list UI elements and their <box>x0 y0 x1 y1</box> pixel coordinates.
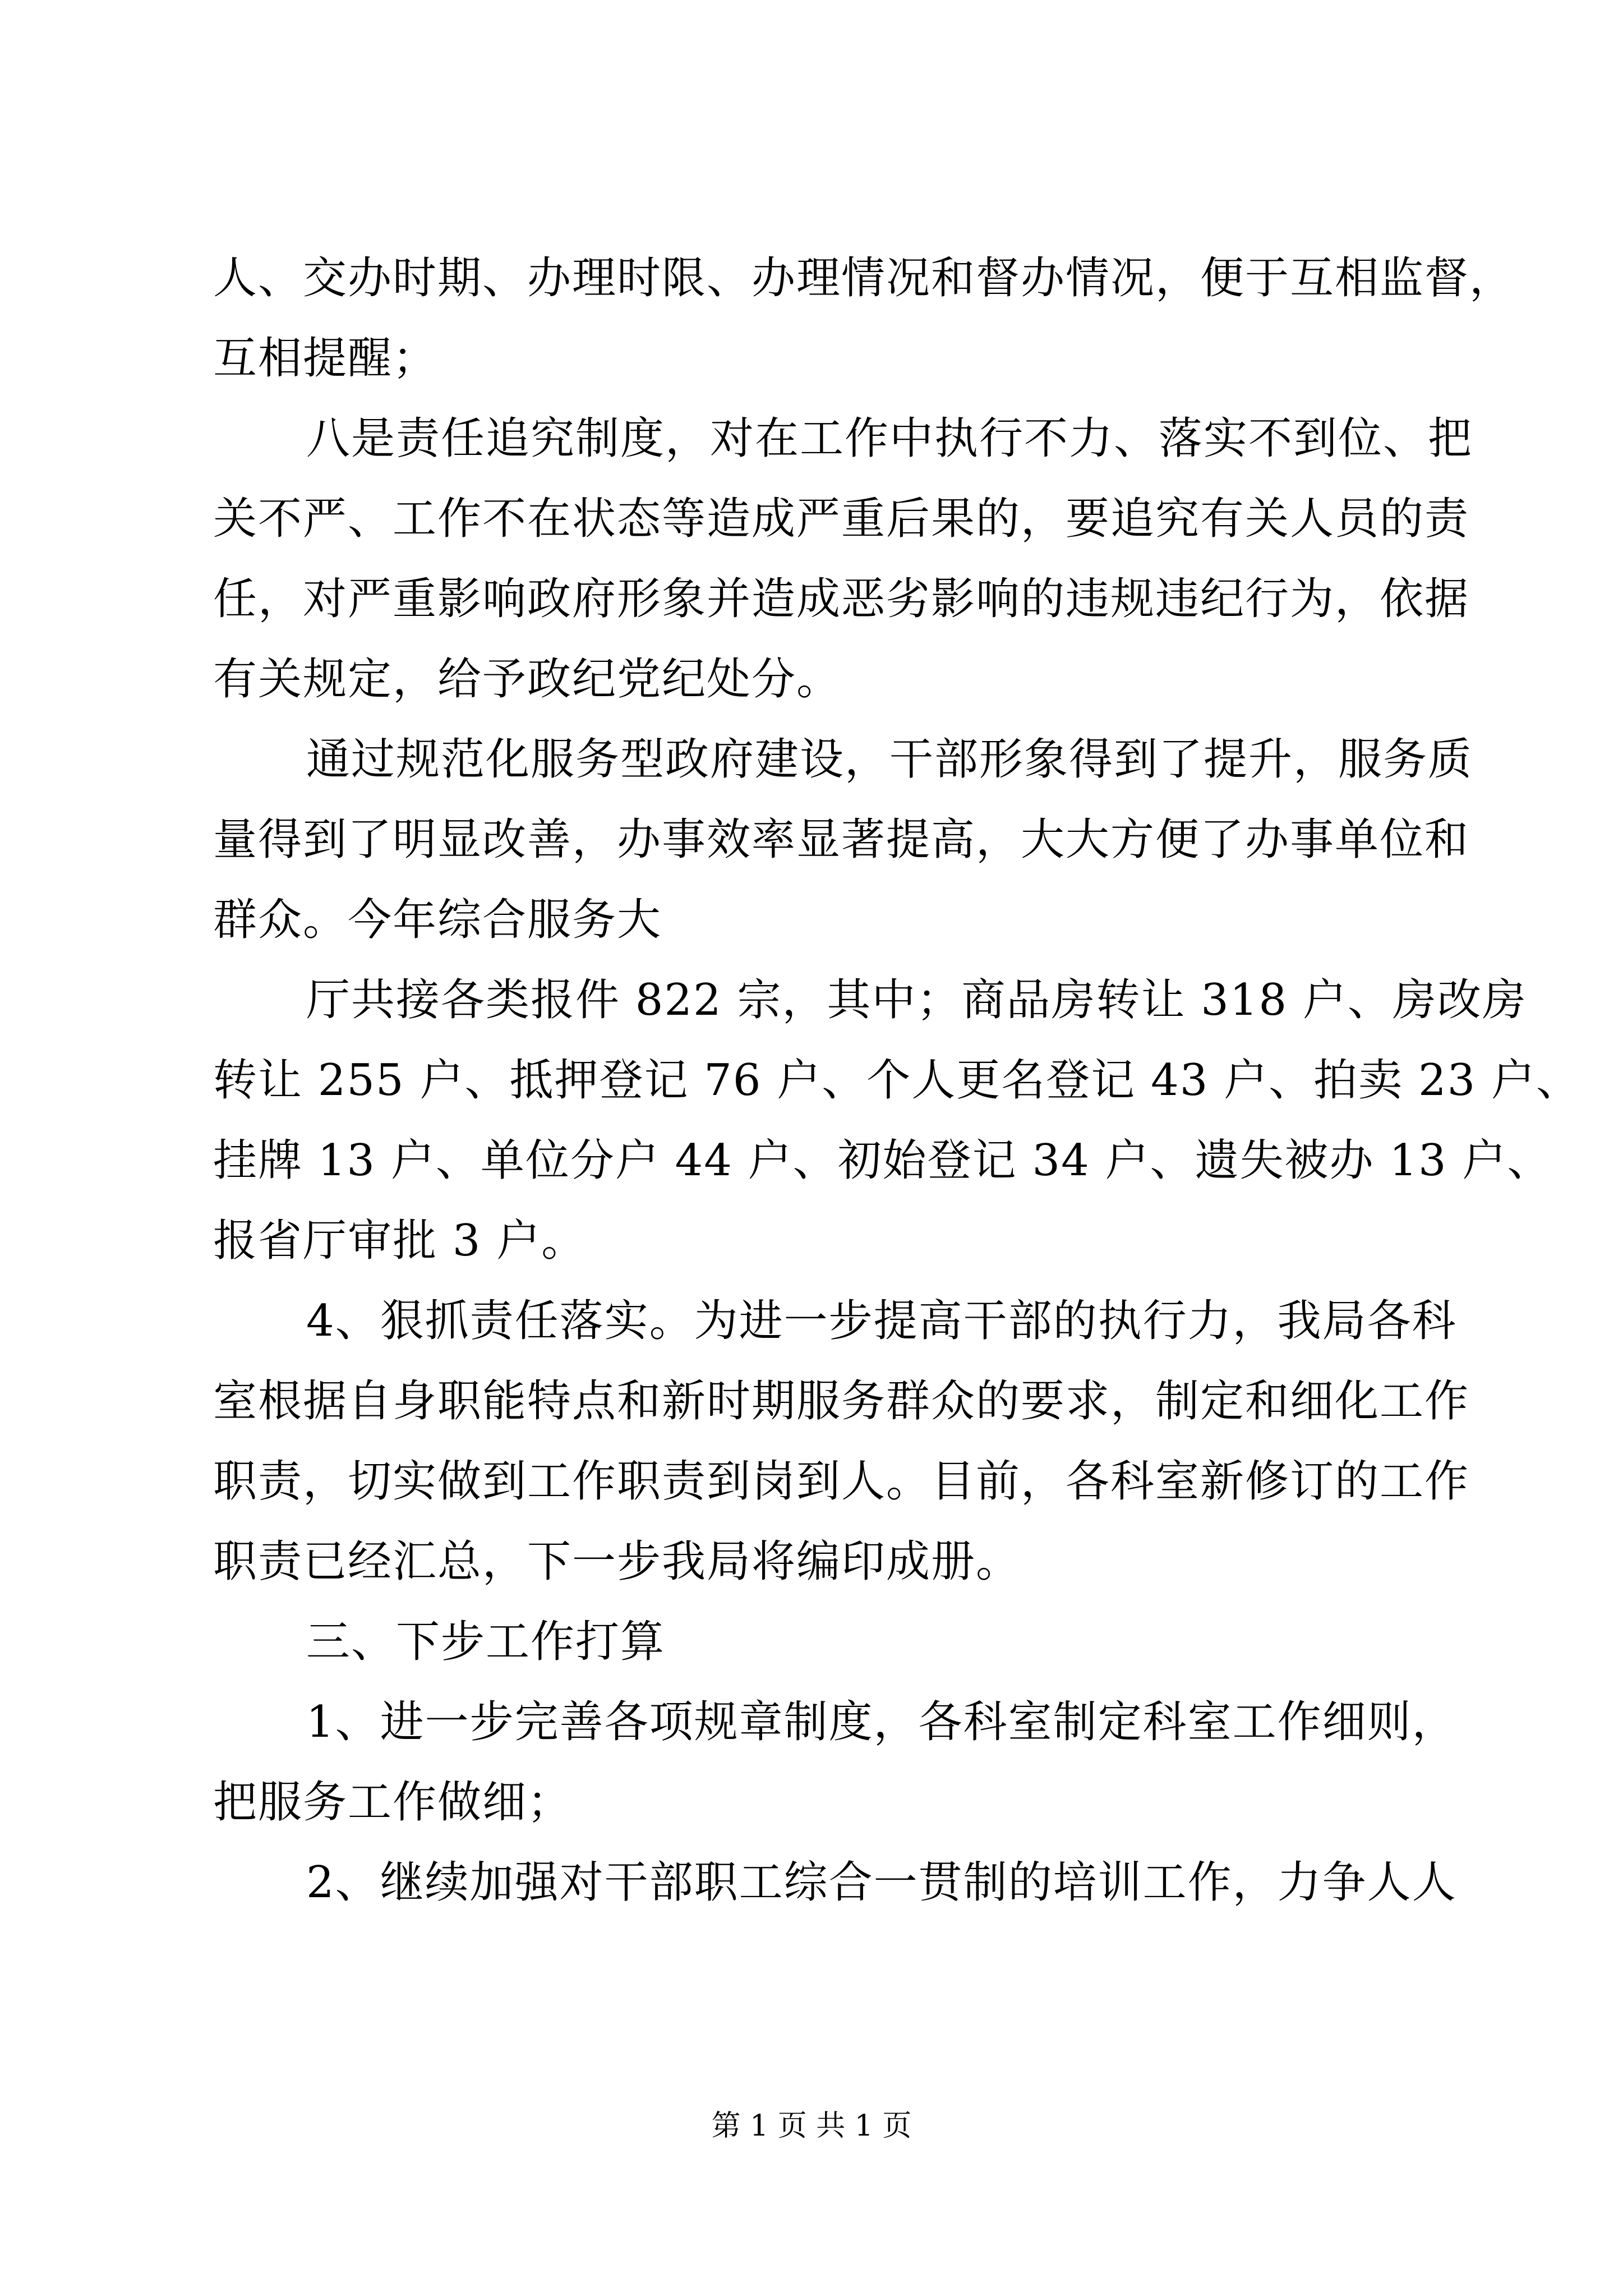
text-line-4: 关不严、工作不在状态等造成严重后果的，要追究有关人员的责 <box>213 494 1470 544</box>
text-line-1: 人、交办时期、办理时限、办理情况和督办情况，便于互相监督， <box>213 253 1515 303</box>
text-line-17: 职责已经汇总，下一步我局将编印成册。 <box>213 1536 1021 1587</box>
text-line-18: 三、下步工作打算 <box>306 1617 666 1667</box>
text-line-15: 室根据自身职能特点和新时期服务群众的要求，制定和细化工作 <box>213 1376 1470 1427</box>
text-line-9: 群众。今年综合服务大 <box>213 895 662 945</box>
text-line-13: 报省厅审批 3 户。 <box>213 1216 587 1266</box>
text-line-19: 1、进一步完善各项规章制度，各科室制定科室工作细则， <box>306 1697 1457 1747</box>
text-line-10: 厅共接各类报件 822 宗，其中；商品房转让 318 户、房改房 <box>306 975 1527 1025</box>
text-line-11: 转让 255 户、抵押登记 76 户、个人更名登记 43 户、拍卖 23 户、 <box>213 1055 1581 1106</box>
text-line-12: 挂牌 13 户、单位分户 44 户、初始登记 34 户、遗失被办 13 户、 <box>213 1135 1552 1186</box>
text-line-3: 八是责任追究制度，对在工作中执行不力、落实不到位、把 <box>306 413 1473 464</box>
page-footer <box>0 2106 1623 2146</box>
text-line-8: 量得到了明显改善，办事效率显著提高，大大方便了办事单位和 <box>213 815 1470 865</box>
text-line-20: 把服务工作做细； <box>213 1777 573 1828</box>
text-line-2: 互相提醒； <box>213 333 438 384</box>
text-line-7: 通过规范化服务型政府建设，干部形象得到了提升，服务质 <box>306 734 1473 785</box>
text-line-6: 有关规定，给予政纪党纪处分。 <box>213 654 842 705</box>
text-line-16: 职责，切实做到工作职责到岗到人。目前，各科室新修订的工作 <box>213 1456 1470 1507</box>
text-line-5: 任，对严重影响政府形象并造成恶劣影响的违规违纪行为，依据 <box>213 574 1470 624</box>
text-line-21: 2、继续加强对干部职工综合一贯制的培训工作，力争人人 <box>306 1857 1457 1908</box>
page-number-label: 第 1 页 共 1 页 <box>711 2109 912 2143</box>
text-line-14: 4、狠抓责任落实。为进一步提高干部的执行力，我局各科 <box>306 1296 1457 1346</box>
document-body <box>213 238 1581 1923</box>
